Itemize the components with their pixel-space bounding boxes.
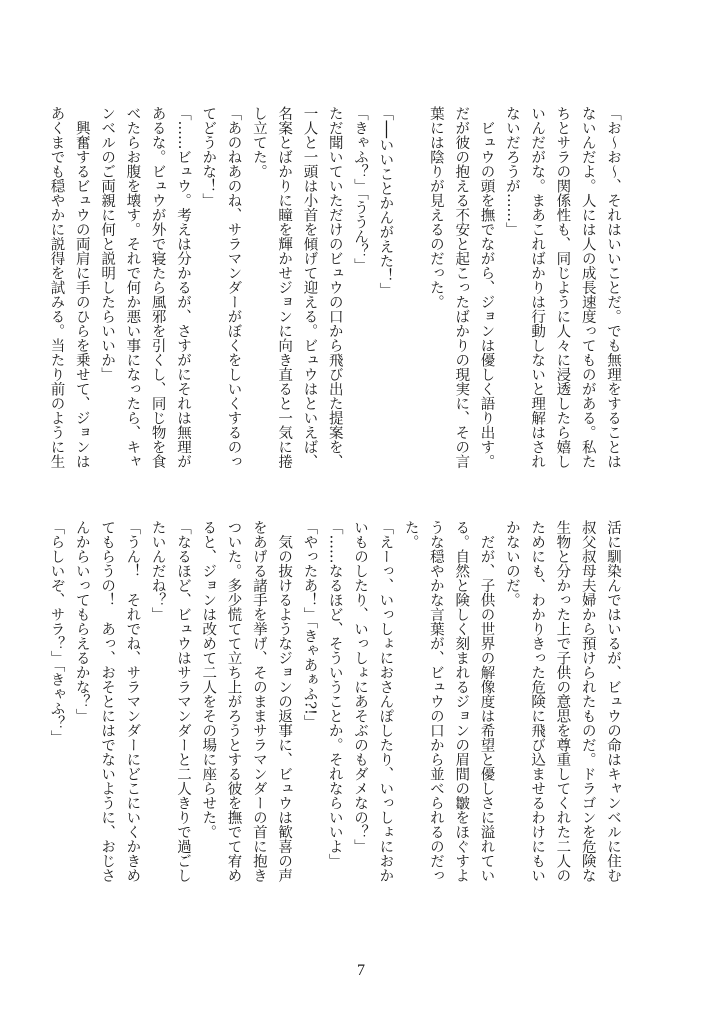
text-line: たいんだね？」 [149,520,166,622]
text-line: 生物と分かった上で子供の意思を尊重してくれた二人の [554,520,571,883]
text-line: あるな。ビュウが外で寝たら風邪を引くし、同じ物を食 [149,106,166,469]
text-line: 活に馴染んではいるが、ビュウの命はキャンベルに住む [605,520,621,883]
text-line: ないんだよ。人には人の成長速度ってものがある。私た [579,106,596,469]
text-line: 「あのねあのね、サラマンダーがぼくをしいくするのっ [225,106,242,469]
text-line: いんだがな。まあこればかりは行動しないと理解はされ [529,106,546,469]
text-line: 「うん！ それでね、サラマンダーにどこにいくかきめ [124,520,141,883]
text-line: かないのだ。 [503,520,520,607]
text-line: ると、ジョンは改めて二人をその場に座らせた。 [200,520,217,839]
text-line: ちとサラの関係性も、同じように人々に浸透したら嬉し [554,106,571,469]
text-line: いものしたり、いっしょにあそぶのもダメなの？」 [352,520,369,854]
text-line: ンベルのご両親に何と説明したらいいか」 [99,106,116,382]
text-line: ビュウの頭を撫でながら、ジョンは優しく語り出す。 [478,106,495,469]
text-line: 名案とばかりに瞳を輝かせジョンに向き直ると一気に捲 [276,106,293,469]
text-line: 葉には陰りが見えるのだった。 [427,106,444,309]
text-line: ただ聞いていただけのビュウの口から飛び出た提案を、 [326,106,343,469]
text-line: あくまでも穏やかに説得を試みる。当たり前のように生 [48,106,65,469]
text-line: てもらうの！ あっ、おそとにはでないように、おじさ [99,520,116,883]
text-line: ためにも、わかりきった危険に飛び込ませるわけにもい [529,520,546,883]
text-line: 興奮するビュウの両肩に手のひらを乗せて、ジョンは [73,106,90,469]
text-line: 「お〜お〜、それはいいことだ。でも無理をすることは [605,106,621,469]
text-line: 「らしいぞ、サラ？」「きゃふ？」 [48,520,65,745]
text-line: 気の抜けるようなジョンの返事に、ビュウは歓喜の声 [276,520,293,883]
text-line [397,106,422,506]
text-line: てどうかな！」 [200,106,217,208]
text-line: うな穏やかな言葉が、ビュウの口から並べられるのだっ [427,520,444,883]
text-line: 一人と一頭は小首を傾げて迎える。ビュウはといえば、 [301,106,318,469]
text-line: をあげる諸手を挙げ、そのままサラマンダーの首に抱き [250,520,267,883]
text-line: し立てた。 [250,106,267,179]
text-line: 叔父叔母夫婦から預けられたものだ。ドラゴンを危険な [579,520,596,883]
text-line: 「……ビュウ。考えは分かるが、さすがにそれは無理が [174,106,191,469]
text-line: 「きゃふ？」「ううん？」 [352,106,369,273]
text-line: べたらお腹を壊す。それで何か悪い事になったら、キャ [124,106,141,469]
text-line: ついた。多少慌てて立ち上がろうとする彼を撫でて宥め [225,520,242,883]
text-line: 「やったあ！」「きゃあぁふ?!」 [301,520,318,730]
text-line: 「えーっ、いっしょにおさんぽしたり、いっしょにおか [377,520,394,883]
bottom-text-block [43,520,625,920]
text-line: 「──いいことかんがえた！」 [377,106,394,298]
text-line: だが彼の抱える不安と起こったばかりの現実に、その言 [453,106,470,469]
text-line: 「なるほど、ビュウはサラマンダーと二人きりで過ごし [174,520,191,883]
top-text-block [43,106,625,506]
text-line: ないだろうが……」 [503,106,520,237]
text-line: る。自然と険しく刻まれるジョンの眉間の皺をほぐすよ [453,520,470,883]
page-number: 7 [357,962,365,979]
text-line: た。 [402,520,419,549]
text-line: んからいってもらえるかな？」 [73,520,90,723]
text-line: だが、子供の世界の解像度は希望と優しさに溢れてい [478,520,495,883]
text-line: 「……なるほど、そういうことか。それならいいよ」 [326,520,343,868]
